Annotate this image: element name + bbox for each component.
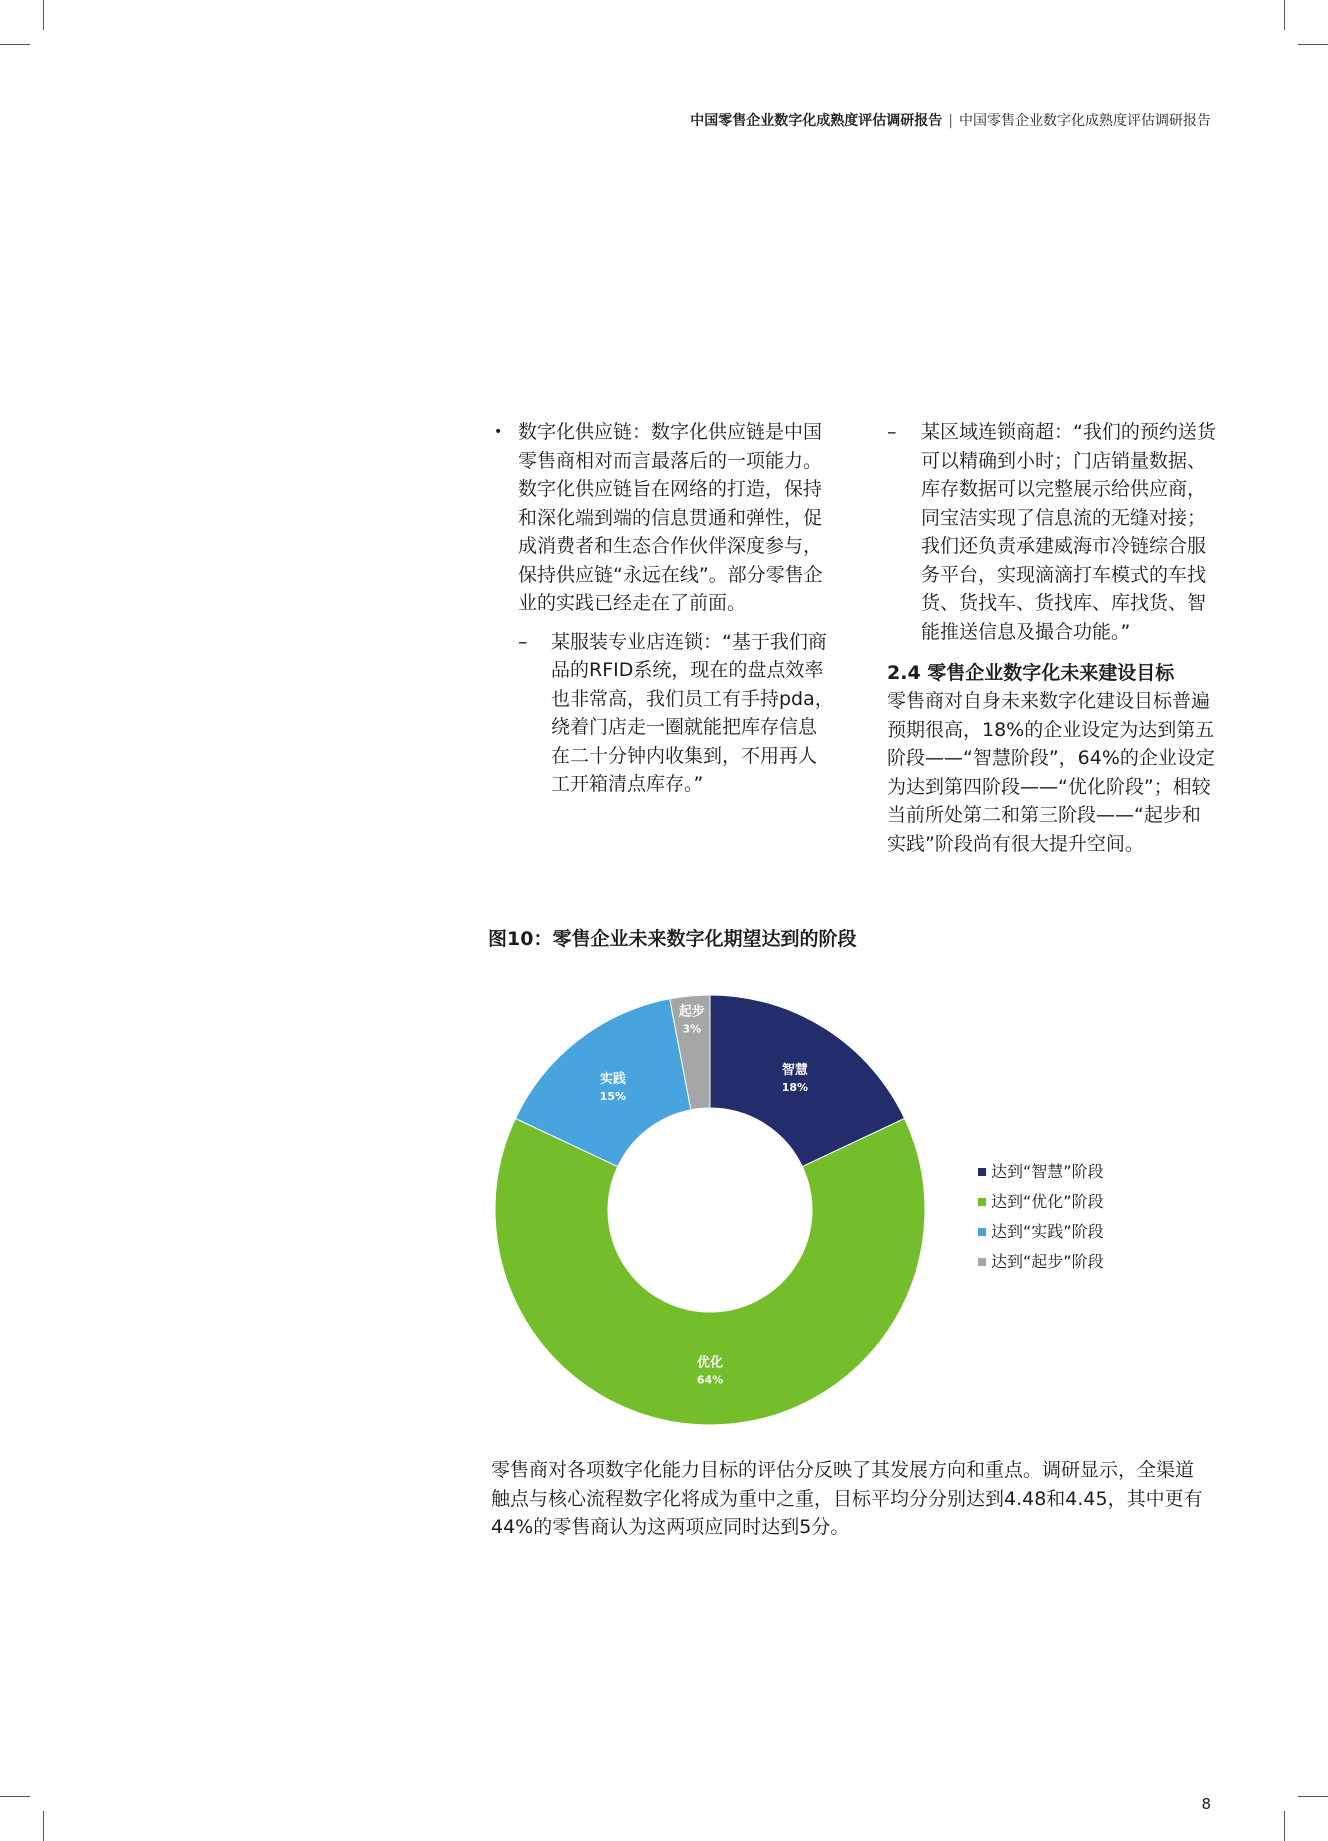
bullet-item-supply-chain xyxy=(494,418,834,618)
legend-item-2 xyxy=(978,1217,1104,1247)
legend-label-0: 达到“智慧”阶段 xyxy=(991,1162,1104,1181)
bullet-text: 数字化供应链：数字化供应链是中国零售商相对而言最落后的一项能力。数字化供应链旨在网络的打造，保持和深化端到端的信息贯通和弹性，促成消费者和生态合作伙伴深度参与，保持供应链“永远在线”。部分零售企业的实践已经走在了前面。 xyxy=(518,421,823,614)
section-paragraph: 零售商对自身未来数字化建设目标普遍预期很高，18%的企业设定为达到第五阶段——“智慧阶段”，64%的企业设定为达到第四阶段——“优化阶段”；相较当前所处第二和第三阶段——“起步和实践”阶段尚有很大提升空间。 xyxy=(887,690,1215,855)
left-column xyxy=(494,418,834,799)
legend-item-0 xyxy=(978,1157,1104,1187)
crop-mark-bottom-right-h xyxy=(1298,1796,1328,1797)
slice-value-1: 64% xyxy=(696,1373,724,1387)
page-number: 8 xyxy=(1201,1795,1211,1813)
running-header xyxy=(690,110,1211,130)
donut-chart xyxy=(480,980,940,1440)
slice-label-2: 实践 xyxy=(599,1071,626,1087)
legend-label-1: 达到“优化”阶段 xyxy=(991,1192,1104,1211)
slice-value-0: 18% xyxy=(781,1081,809,1095)
quote-supermarket-text: 某区域连锁商超：“我们的预约送货可以精确到小时；门店销量数据、库存数据可以完整展示给供应商，同宝洁实现了信息流的无缝对接；我们还负责承建威海市冷链综合服务平台，实现滴滴打车模式的车找货、货找车、货找库、库找货、智能推送信息及撮合功能。” xyxy=(921,421,1216,643)
legend-swatch-1 xyxy=(978,1198,986,1206)
header-light-title: 中国零售企业数字化成熟度评估调研报告 xyxy=(959,113,1211,129)
dash-mark: – xyxy=(887,421,897,443)
quote-apparel-chain xyxy=(518,628,834,799)
legend-item-3 xyxy=(978,1247,1104,1277)
crop-mark-top-left-h xyxy=(0,44,30,45)
slice-label-0: 智慧 xyxy=(781,1063,808,1079)
slice-label-3: 起步 xyxy=(678,1004,705,1020)
dash-mark: – xyxy=(518,630,528,653)
crop-mark-top-left-v xyxy=(43,0,44,30)
body-paragraph: 零售商对各项数字化能力目标的评估分反映了其发展方向和重点。调研显示，全渠道触点与核心流程数字化将成为重中之重，目标平均分分别达到4.48和4.45，其中更有44%的零售商认为这两项应同时达到5分。 xyxy=(491,1459,1203,1538)
chart-legend xyxy=(978,1157,1104,1277)
right-column xyxy=(887,418,1217,858)
crop-mark-bottom-right-v xyxy=(1284,1811,1285,1841)
crop-mark-bottom-left-v xyxy=(43,1811,44,1841)
slice-value-2: 15% xyxy=(599,1089,627,1103)
slice-label-1: 优化 xyxy=(696,1355,724,1371)
legend-item-1 xyxy=(978,1187,1104,1217)
section-heading-2-4: 2.4 零售企业数字化未来建设目标 xyxy=(887,662,1175,684)
legend-label-3: 达到“起步”阶段 xyxy=(991,1252,1104,1271)
legend-swatch-3 xyxy=(978,1258,986,1266)
quote-regional-supermarket xyxy=(887,418,1217,646)
bullet-mark: • xyxy=(494,424,503,440)
slice-value-3: 3% xyxy=(682,1022,702,1036)
header-separator: | xyxy=(948,113,953,129)
header-bold-title: 中国零售企业数字化成熟度评估调研报告 xyxy=(690,113,943,129)
legend-swatch-0 xyxy=(978,1168,986,1176)
crop-mark-top-right-v xyxy=(1284,0,1285,30)
legend-label-2: 达到“实践”阶段 xyxy=(991,1222,1104,1241)
crop-mark-bottom-left-h xyxy=(0,1796,30,1797)
legend-swatch-2 xyxy=(978,1228,986,1236)
crop-mark-top-right-h xyxy=(1298,44,1328,45)
figure-title: 图10：零售企业未来数字化期望达到的阶段 xyxy=(488,928,857,950)
quote-apparel-text: 某服装专业店连锁：“基于我们商品的RFID系统，现在的盘点效率也非常高，我们员工有手持pda，绕着门店走一圈就能把库存信息在二十分钟内收集到，不用再人工开箱清点库存。” xyxy=(551,630,834,795)
